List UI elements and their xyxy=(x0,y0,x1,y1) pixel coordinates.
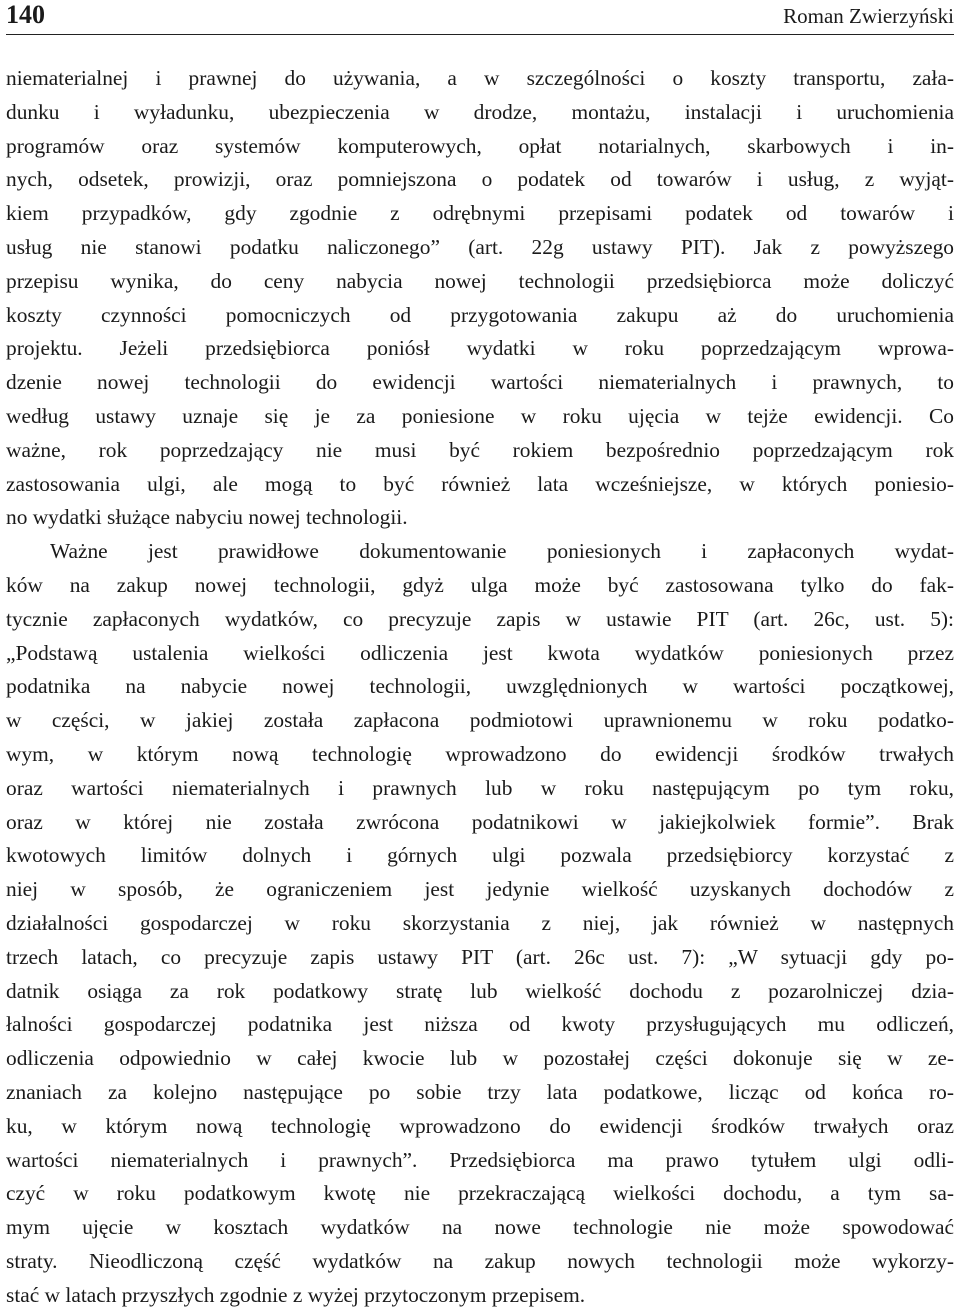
text-line: czyć w roku podatkowym kwotę nie przekraczającą wielkości dochodu, a tym sa- xyxy=(6,1181,954,1206)
text-line: znaniach za kolejno następujące po sobie trzy lata podatkowe, licząc od końca ro- xyxy=(6,1079,954,1104)
text-line: no wydatki służące nabyciu nowej technologii. xyxy=(6,505,408,530)
page-number: 140 xyxy=(6,0,45,29)
text-line: przepisu wynika, do ceny nabycia nowej technologii przedsiębiorca może doliczyć xyxy=(6,268,954,293)
text-line: oraz w której nie została zwrócona podatnikowi w jakiejkolwiek formie”. Brak xyxy=(6,809,954,834)
text-line: mym ujęcie w kosztach wydatków na nowe technologie nie może spowodować xyxy=(6,1215,954,1240)
running-head-author: Roman Zwierzyński xyxy=(783,4,954,28)
text-line: tycznie zapłaconych wydatków, co precyzuje zapis w ustawie PIT (art. 26c, ust. 5): xyxy=(6,606,954,631)
text-line: działalności gospodarczej w roku skorzystania z niej, jak również w następnych xyxy=(6,910,954,935)
text-line: koszty czynności pomocniczych od przygotowania zakupu aż do uruchomienia xyxy=(6,302,954,327)
text-line: ważne, rok poprzedzający nie musi być rokiem bezpośrednio poprzedzającym rok xyxy=(6,437,954,462)
text-line: kwotowych limitów dolnych i górnych ulgi pozwala przedsiębiorcy korzystać z xyxy=(6,843,954,868)
text-line: zastosowania ulgi, ale mogą to być również lata wcześniejsze, w których poniesio- xyxy=(6,471,954,496)
paragraph xyxy=(6,62,954,535)
text-line: ku, w którym nową technologię wprowadzono do ewidencji środków trwałych oraz xyxy=(6,1113,954,1138)
text-line: nych, odsetek, prowizji, oraz pomniejszona o podatek od towarów i usług, z wyjąt- xyxy=(6,167,954,192)
text-line: „Podstawą ustalenia wielkości odliczenia jest kwota wydatków poniesionych przez xyxy=(6,640,954,665)
text-line: programów oraz systemów komputerowych, opłat notarialnych, skarbowych i in- xyxy=(6,133,954,158)
text-line: łalności gospodarczej podatnika jest niższa od kwoty przysługujących mu odliczeń, xyxy=(6,1012,954,1037)
text-line: usług nie stanowi podatku naliczonego” (art. 22g ustawy PIT). Jak z powyższego xyxy=(6,234,954,259)
text-line: trzech latach, co precyzuje zapis ustawy PIT (art. 26c ust. 7): „W sytuacji gdy po- xyxy=(6,944,954,969)
text-line: oraz wartości niematerialnych i prawnych lub w roku następującym po tym roku, xyxy=(6,775,954,800)
text-line: według ustawy uznaje się je za poniesione w roku ujęcia w tejże ewidencji. Co xyxy=(6,403,954,428)
text-line: niematerialnej i prawnej do używania, a w szczególności o koszty transportu, zała- xyxy=(6,66,954,90)
body-text xyxy=(6,62,954,1312)
text-line: niej w sposób, że ograniczeniem jest jedynie wielkość uzyskanych dochodów z xyxy=(6,877,954,902)
text-line: wym, w którym nową technologię wprowadzono do ewidencji środków trwałych xyxy=(6,741,954,766)
text-line: podatnika na nabycie nowej technologii, uwzględnionych w wartości początkowej, xyxy=(6,674,954,699)
text-line: kiem przypadków, gdy zgodnie z odrębnymi przepisami podatek od towarów i xyxy=(6,201,954,226)
text-line: wartości niematerialnych i prawnych”. Przedsiębiorca ma prawo tytułem ulgi odli- xyxy=(6,1147,954,1172)
text-line: datnik osiąga za rok podatkowy stratę lub wielkość dochodu z pozarolniczej dzia- xyxy=(6,978,954,1003)
page-header xyxy=(6,0,954,35)
text-line: dzenie nowej technologii do ewidencji wartości niematerialnych i prawnych, to xyxy=(6,370,954,395)
text-line: w części, w jakiej została zapłacona podmiotowi uprawnionemu w roku podatko- xyxy=(6,708,954,733)
text-line: straty. Nieodliczoną część wydatków na zakup nowych technologii może wykorzy- xyxy=(6,1248,954,1273)
text-line: projektu. Jeżeli przedsiębiorca poniósł wydatki w roku poprzedzającym wprowa- xyxy=(6,336,954,361)
text-line: odliczenia odpowiednio w całej kwocie lub w pozostałej części dokonuje się w ze- xyxy=(6,1046,954,1071)
text-line: Ważne jest prawidłowe dokumentowanie poniesionych i zapłaconych wydat- xyxy=(50,539,954,564)
text-line: stać w latach przyszłych zgodnie z wyżej przytoczonym przepisem. xyxy=(6,1282,586,1307)
paragraph xyxy=(6,535,954,1312)
text-line: ków na zakup nowej technologii, gdyż ulga może być zastosowana tylko do fak- xyxy=(6,572,954,597)
text-line: dunku i wyładunku, ubezpieczenia w drodze, montażu, instalacji i uruchomienia xyxy=(6,99,954,124)
